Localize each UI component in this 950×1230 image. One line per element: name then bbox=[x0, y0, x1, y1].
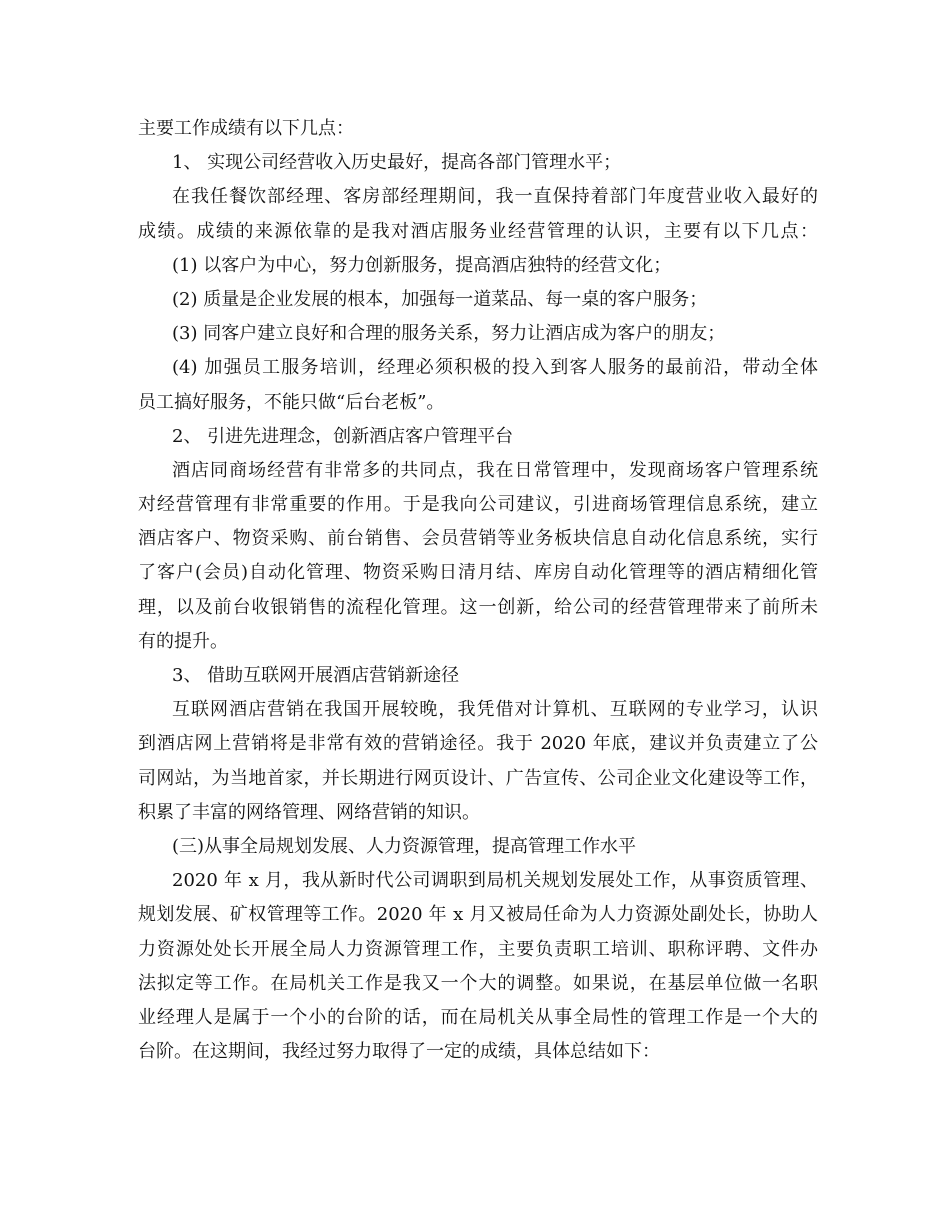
paragraph-line: 业经理人是属于一个小的台阶的话，而在局机关从事全局性的管理工作是一个大的 bbox=[138, 1006, 818, 1028]
numbered-heading: 2、 引进先进理念，创新酒店客户管理平台 bbox=[172, 425, 514, 447]
paragraph-line: 理，以及前台收银销售的流程化管理。这一创新，给公司的经营管理带来了前所未 bbox=[138, 596, 818, 618]
paragraph-line: 2020 年 x 月，我从新时代公司调职到局机关规划发展处工作，从事资质管理、 bbox=[172, 870, 818, 892]
paragraph-line: 有的提升。 bbox=[138, 630, 228, 652]
paragraph-line: 法拟定等工作。在局机关工作是我又一个大的调整。如果说，在基层单位做一名职 bbox=[138, 972, 818, 994]
document-body bbox=[138, 112, 818, 1069]
section-heading: (三)从事全局规划发展、人力资源管理，提高管理工作水平 bbox=[172, 835, 637, 857]
paragraph-line: 在我任餐饮部经理、客房部经理期间，我一直保持着部门年度营业收入最好的 bbox=[172, 186, 818, 208]
paragraph-line: 了客户(会员)自动化管理、物资采购日清月结、库房自动化管理等的酒店精细化管 bbox=[138, 562, 818, 584]
paragraph-line: 员工搞好服务，不能只做“后台老板”。 bbox=[138, 391, 445, 413]
paragraph-line: 规划发展、矿权管理等工作。2020 年 x 月又被局任命为人力资源处副处长，协助人 bbox=[138, 904, 818, 926]
list-item: (1) 以客户为中心，努力创新服务，提高酒店独特的经营文化； bbox=[172, 254, 672, 276]
paragraph-line: 到酒店网上营销将是非常有效的营销途径。我于 2020 年底，建议并负责建立了公 bbox=[138, 733, 818, 755]
paragraph-line: 酒店同商场经营有非常多的共同点，我在日常管理中，发现商场客户管理系统 bbox=[172, 459, 818, 481]
paragraph-line: 司网站，为当地首家，并长期进行网页设计、广告宣传、公司企业文化建设等工作， bbox=[138, 767, 818, 789]
paragraph-line: 酒店客户、物资采购、前台销售、会员营销等业务板块信息自动化信息系统，实行 bbox=[138, 528, 818, 550]
paragraph-line: 互联网酒店营销在我国开展较晚，我凭借对计算机、互联网的专业学习，认识 bbox=[172, 699, 818, 721]
paragraph-line: 对经营管理有非常重要的作用。于是我向公司建议，引进商场管理信息系统，建立 bbox=[138, 494, 818, 516]
list-item: (4) 加强员工服务培训，经理必须积极的投入到客人服务的最前沿，带动全体 bbox=[172, 357, 818, 379]
paragraph-line: 积累了丰富的网络管理、网络营销的知识。 bbox=[138, 801, 480, 823]
list-item: (3) 同客户建立良好和合理的服务关系，努力让酒店成为客户的朋友； bbox=[172, 323, 726, 345]
paragraph-line: 成绩。成绩的来源依靠的是我对酒店服务业经营管理的认识，主要有以下几点： bbox=[138, 220, 818, 242]
numbered-heading: 1、 实现公司经营收入历史最好，提高各部门管理水平； bbox=[172, 152, 622, 174]
paragraph-line: 台阶。在这期间，我经过努力取得了一定的成绩，具体总结如下： bbox=[138, 1041, 660, 1063]
list-item: (2) 质量是企业发展的根本，加强每一道菜品、每一桌的客户服务； bbox=[172, 288, 708, 310]
paragraph-line: 力资源处处长开展全局人力资源管理工作，主要负责职工培训、职称评聘、文件办 bbox=[138, 938, 818, 960]
numbered-heading: 3、 借助互联网开展酒店营销新途径 bbox=[172, 665, 460, 686]
text-line: 主要工作成绩有以下几点： bbox=[138, 118, 354, 139]
